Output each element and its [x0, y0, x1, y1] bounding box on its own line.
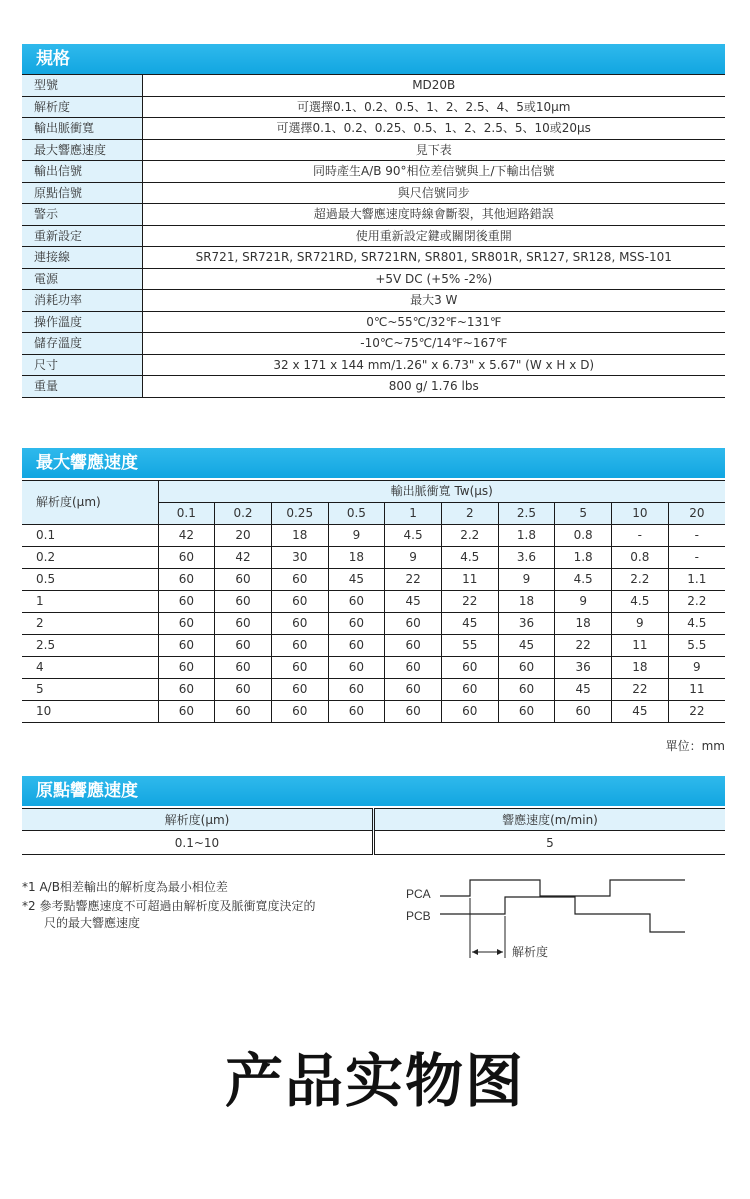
spec-row [22, 268, 725, 290]
pulse-width-col: 0.2 [215, 503, 272, 525]
resolution-label: 0.1 [22, 525, 158, 547]
spec-value: 使用重新設定鍵或關閉後重開 [142, 225, 725, 247]
speed-cell: 60 [158, 591, 215, 613]
resolution-label: 5 [22, 679, 158, 701]
speed-cell: 5.5 [668, 635, 725, 657]
speed-cell: 60 [328, 591, 385, 613]
speed-cell: 60 [271, 613, 328, 635]
speed-cell: 4.5 [441, 547, 498, 569]
res-label: 解析度 [512, 945, 549, 959]
spec-key: 儲存溫度 [22, 333, 142, 355]
spec-value: 見下表 [142, 139, 725, 161]
origin-col2: 響應速度(m/min) [374, 809, 726, 831]
spec-value: -10℃~75℃/14℉~167℉ [142, 333, 725, 355]
speed-cell: 11 [612, 635, 669, 657]
speed-cell: 60 [215, 657, 272, 679]
spec-key: 操作溫度 [22, 311, 142, 333]
spec-row [22, 354, 725, 376]
phase-diagram [400, 872, 700, 964]
speed-cell: 18 [498, 591, 555, 613]
speed-cell: 1.1 [668, 569, 725, 591]
speed-cell: 60 [215, 569, 272, 591]
spec-key: 電源 [22, 268, 142, 290]
speed-cell: 4.5 [555, 569, 612, 591]
speed-cell: 60 [271, 701, 328, 723]
speed-cell: 60 [441, 701, 498, 723]
speed-cell: 22 [555, 635, 612, 657]
pulse-width-col: 5 [555, 503, 612, 525]
spec-value: 最大3 W [142, 290, 725, 312]
speed-cell: 60 [158, 701, 215, 723]
resolution-label: 4 [22, 657, 158, 679]
origin-col1: 解析度(μm) [22, 809, 374, 831]
speed-cell: 45 [555, 679, 612, 701]
speed-cell: 2.2 [441, 525, 498, 547]
speed-cell: 60 [328, 679, 385, 701]
speed-cell: 60 [158, 635, 215, 657]
max-speed-title: 最大響應速度 [22, 448, 725, 478]
speed-cell: 60 [385, 635, 442, 657]
speed-cell: - [668, 547, 725, 569]
spec-value: 與尺信號同步 [142, 182, 725, 204]
speed-cell: 45 [612, 701, 669, 723]
note-1: *1 A/B相差輸出的解析度為最小相位差 [22, 880, 228, 894]
speed-cell: 11 [441, 569, 498, 591]
speed-cell: 0.8 [612, 547, 669, 569]
spec-key: 解析度 [22, 96, 142, 118]
speed-cell: 4.5 [385, 525, 442, 547]
speed-cell: 9 [555, 591, 612, 613]
col-header: 輸出脈衝寬 Tw(μs) [158, 481, 725, 503]
resolution-label: 10 [22, 701, 158, 723]
unit-label: 單位：mm [665, 739, 725, 753]
spec-row [22, 96, 725, 118]
spec-row [22, 225, 725, 247]
speed-row [22, 547, 725, 569]
pcb-wave [440, 897, 685, 932]
speed-cell: 60 [271, 635, 328, 657]
origin-title: 原點響應速度 [22, 776, 725, 806]
speed-cell: 9 [668, 657, 725, 679]
spec-row [22, 182, 725, 204]
pulse-width-col: 0.1 [158, 503, 215, 525]
spec-key: 尺寸 [22, 354, 142, 376]
spec-value: 800 g/ 1.76 lbs [142, 376, 725, 398]
speed-cell: 60 [158, 679, 215, 701]
product-photo-title: 产品实物图 [224, 1047, 525, 1115]
speed-row [22, 613, 725, 635]
pulse-width-col: 2 [441, 503, 498, 525]
spec-row [22, 333, 725, 355]
spec-value: 32 x 171 x 144 mm/1.26" x 6.73" x 5.67" (W x H x D) [142, 354, 725, 376]
spec-row [22, 247, 725, 269]
speed-cell: 22 [441, 591, 498, 613]
speed-cell: 42 [215, 547, 272, 569]
speed-cell: 60 [441, 657, 498, 679]
origin-val2: 5 [374, 831, 726, 855]
origin-val1: 0.1~10 [22, 831, 374, 855]
speed-cell: 60 [385, 701, 442, 723]
speed-cell: 4.5 [612, 591, 669, 613]
speed-cell: 60 [328, 657, 385, 679]
speed-cell: 60 [328, 613, 385, 635]
resolution-label: 0.2 [22, 547, 158, 569]
speed-cell: 60 [215, 701, 272, 723]
speed-cell: 36 [555, 657, 612, 679]
spec-row [22, 118, 725, 140]
spec-key: 連接線 [22, 247, 142, 269]
resolution-label: 2 [22, 613, 158, 635]
speed-cell: 2.2 [612, 569, 669, 591]
speed-cell: 60 [215, 679, 272, 701]
speed-cell: 60 [498, 679, 555, 701]
speed-row [22, 525, 725, 547]
pca-label: PCA [406, 887, 431, 901]
spec-row [22, 204, 725, 226]
speed-cell: 18 [271, 525, 328, 547]
speed-row [22, 701, 725, 723]
spec-row [22, 290, 725, 312]
speed-cell: 18 [612, 657, 669, 679]
speed-cell: 0.8 [555, 525, 612, 547]
note-2a: *2 參考點響應速度不可超過由解析度及脈衝寬度決定的 [22, 899, 316, 913]
speed-cell: 18 [555, 613, 612, 635]
speed-cell: 60 [271, 569, 328, 591]
speed-cell: 1.8 [498, 525, 555, 547]
pulse-width-col: 10 [612, 503, 669, 525]
resolution-label: 2.5 [22, 635, 158, 657]
spec-value: SR721, SR721R, SR721RD, SR721RN, SR801, SR801R, SR127, SR128, MSS-101 [142, 247, 725, 269]
pca-wave [440, 880, 685, 896]
speed-cell: 9 [612, 613, 669, 635]
arrow-head-left [472, 949, 478, 955]
arrow-head-right [497, 949, 503, 955]
spec-key: 重量 [22, 376, 142, 398]
speed-cell: 60 [328, 701, 385, 723]
row-header: 解析度(μm) [22, 481, 158, 525]
pulse-width-col: 1 [385, 503, 442, 525]
spec-value: 可選擇0.1、0.2、0.25、0.5、1、2、2.5、5、10或20μs [142, 118, 725, 140]
pulse-width-col: 0.5 [328, 503, 385, 525]
speed-cell: 20 [215, 525, 272, 547]
speed-cell: - [612, 525, 669, 547]
speed-cell: 60 [385, 679, 442, 701]
speed-cell: 60 [555, 701, 612, 723]
speed-cell: 4.5 [668, 613, 725, 635]
spec-key: 型號 [22, 75, 142, 97]
spec-key: 消耗功率 [22, 290, 142, 312]
speed-cell: 55 [441, 635, 498, 657]
spec-key: 警示 [22, 204, 142, 226]
spec-row [22, 161, 725, 183]
pcb-label: PCB [406, 909, 431, 923]
speed-cell: 60 [271, 657, 328, 679]
speed-cell: 18 [328, 547, 385, 569]
note-2b: 尺的最大響應速度 [44, 916, 141, 930]
spec-row [22, 75, 725, 97]
spec-value: 0℃~55℃/32℉~131℉ [142, 311, 725, 333]
speed-cell: 9 [498, 569, 555, 591]
speed-cell: 45 [441, 613, 498, 635]
pulse-width-col: 20 [668, 503, 725, 525]
speed-cell: 60 [441, 679, 498, 701]
max-speed-table [22, 480, 725, 723]
speed-cell: 60 [385, 613, 442, 635]
spec-key: 輸出脈衝寬 [22, 118, 142, 140]
speed-cell: 60 [385, 657, 442, 679]
speed-cell: 60 [271, 679, 328, 701]
pulse-width-col: 2.5 [498, 503, 555, 525]
speed-cell: 45 [385, 591, 442, 613]
speed-cell: 60 [158, 547, 215, 569]
speed-row [22, 679, 725, 701]
speed-cell: 60 [158, 569, 215, 591]
speed-cell: - [668, 525, 725, 547]
speed-cell: 36 [498, 613, 555, 635]
origin-table [22, 808, 725, 855]
speed-cell: 60 [215, 591, 272, 613]
speed-cell: 60 [328, 635, 385, 657]
spec-key: 重新設定 [22, 225, 142, 247]
spec-row [22, 376, 725, 398]
speed-cell: 11 [668, 679, 725, 701]
speed-cell: 30 [271, 547, 328, 569]
speed-cell: 60 [158, 613, 215, 635]
speed-cell: 45 [498, 635, 555, 657]
spec-row [22, 139, 725, 161]
speed-cell: 60 [498, 657, 555, 679]
spec-value: 同時產生A/B 90°相位差信號與上/下輸出信號 [142, 161, 725, 183]
spec-key: 原點信號 [22, 182, 142, 204]
spec-title: 規格 [22, 44, 725, 74]
speed-cell: 42 [158, 525, 215, 547]
speed-cell: 2.2 [668, 591, 725, 613]
speed-row [22, 657, 725, 679]
speed-cell: 9 [385, 547, 442, 569]
speed-row [22, 569, 725, 591]
speed-cell: 1.8 [555, 547, 612, 569]
spec-table [22, 74, 725, 398]
resolution-label: 0.5 [22, 569, 158, 591]
speed-row [22, 635, 725, 657]
spec-row [22, 311, 725, 333]
spec-value: MD20B [142, 75, 725, 97]
spec-value: 可選擇0.1、0.2、0.5、1、2、2.5、4、5或10μm [142, 96, 725, 118]
speed-cell: 22 [668, 701, 725, 723]
speed-cell: 9 [328, 525, 385, 547]
speed-row [22, 591, 725, 613]
spec-value: 超過最大響應速度時線會斷裂，其他迴路錯誤 [142, 204, 725, 226]
speed-cell: 3.6 [498, 547, 555, 569]
speed-cell: 60 [498, 701, 555, 723]
spec-key: 輸出信號 [22, 161, 142, 183]
speed-cell: 45 [328, 569, 385, 591]
speed-cell: 60 [215, 635, 272, 657]
spec-value: +5V DC (+5% -2%) [142, 268, 725, 290]
speed-cell: 22 [612, 679, 669, 701]
speed-cell: 22 [385, 569, 442, 591]
pulse-width-col: 0.25 [271, 503, 328, 525]
spec-key: 最大響應速度 [22, 139, 142, 161]
speed-cell: 60 [215, 613, 272, 635]
speed-cell: 60 [158, 657, 215, 679]
resolution-label: 1 [22, 591, 158, 613]
speed-cell: 60 [271, 591, 328, 613]
